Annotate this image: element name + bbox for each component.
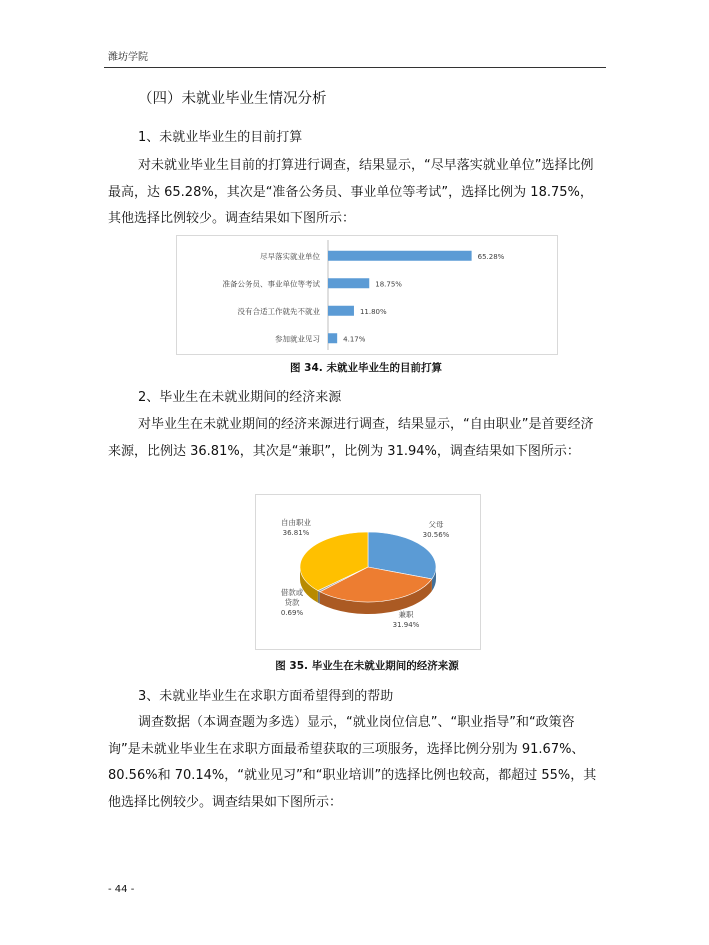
figure-caption-35: 图 35. 毕业生在未就业期间的经济来源 (275, 660, 459, 672)
figure-caption-34: 图 34. 未就业毕业生的目前打算 (290, 362, 442, 374)
section-title: （四）未就业毕业生情况分析 (138, 91, 327, 107)
bar-category-label: 准备公务员、事业单位等考试 (222, 279, 320, 289)
header-rule (104, 67, 606, 68)
pie-slice-name: 贷款 (284, 598, 300, 607)
pie-slice-value: 30.56% (422, 531, 450, 539)
pie-slice-value: 36.81% (282, 529, 310, 537)
paragraph-1: 对未就业毕业生目前的打算进行调查，结果显示，“尽早落实就业单位”选择比例最高，达 65.28%，其次是“准备公务员、事业单位等考试”，选择比例为 18.75%，其他选择比例较少。调查结果如下图所示： (108, 158, 594, 226)
bar-value-label: 4.17% (343, 335, 366, 344)
bar (328, 333, 337, 343)
pie-chart (256, 495, 480, 649)
bar (328, 278, 369, 288)
paragraph-2: 对毕业生在未就业期间的经济来源进行调查，结果显示，“自由职业”是首要经济来源，比例达 36.81%，其次是“兼职”，比例为 31.94%，调查结果如下图所示： (108, 417, 594, 459)
subheading-2: 2、毕业生在未就业期间的经济来源 (138, 390, 342, 405)
bar-category-label: 参加就业见习 (275, 334, 320, 344)
pie-slice-name: 兼职 (398, 610, 414, 619)
page-number: - 44 - (108, 884, 135, 895)
bar (328, 306, 354, 316)
bar-category-label: 没有合适工作就先不就业 (237, 306, 320, 316)
bar-chart-frame (176, 235, 558, 355)
bar (328, 251, 472, 261)
pie-slice-name: 自由职业 (281, 518, 311, 527)
page-header-institution: 潍坊学院 (108, 52, 148, 63)
pie-slice-side (318, 591, 320, 604)
bar-chart (177, 236, 557, 354)
pie-slice-value: 31.94% (392, 621, 420, 629)
pie-slice-name: 父母 (428, 520, 444, 529)
pie-slice-value: 0.69% (280, 609, 304, 617)
bar-value-label: 18.75% (375, 280, 402, 289)
subheading-1: 1、未就业毕业生的目前打算 (138, 130, 303, 145)
bar-value-label: 11.80% (359, 307, 387, 316)
pie-chart-frame (255, 494, 481, 650)
pie-slice-name: 借款或 (280, 588, 304, 597)
subheading-3: 3、未就业毕业生在求职方面希望得到的帮助 (138, 689, 394, 704)
bar-category-label: 尽早落实就业单位 (260, 251, 320, 261)
bar-value-label: 65.28% (477, 252, 505, 261)
paragraph-3: 调查数据（本调查题为多选）显示，“就业岗位信息”、“职业指导”和“政策咨询”是未就业毕业生在求职方面最希望获取的三项服务，选择比例分别为 91.67%、80.56%和 70.14%，“就业见习”和“职业培训”的选择比例也较高，都超过 55%，其他选择比例较少。调查结果如下图所示： (108, 715, 597, 810)
